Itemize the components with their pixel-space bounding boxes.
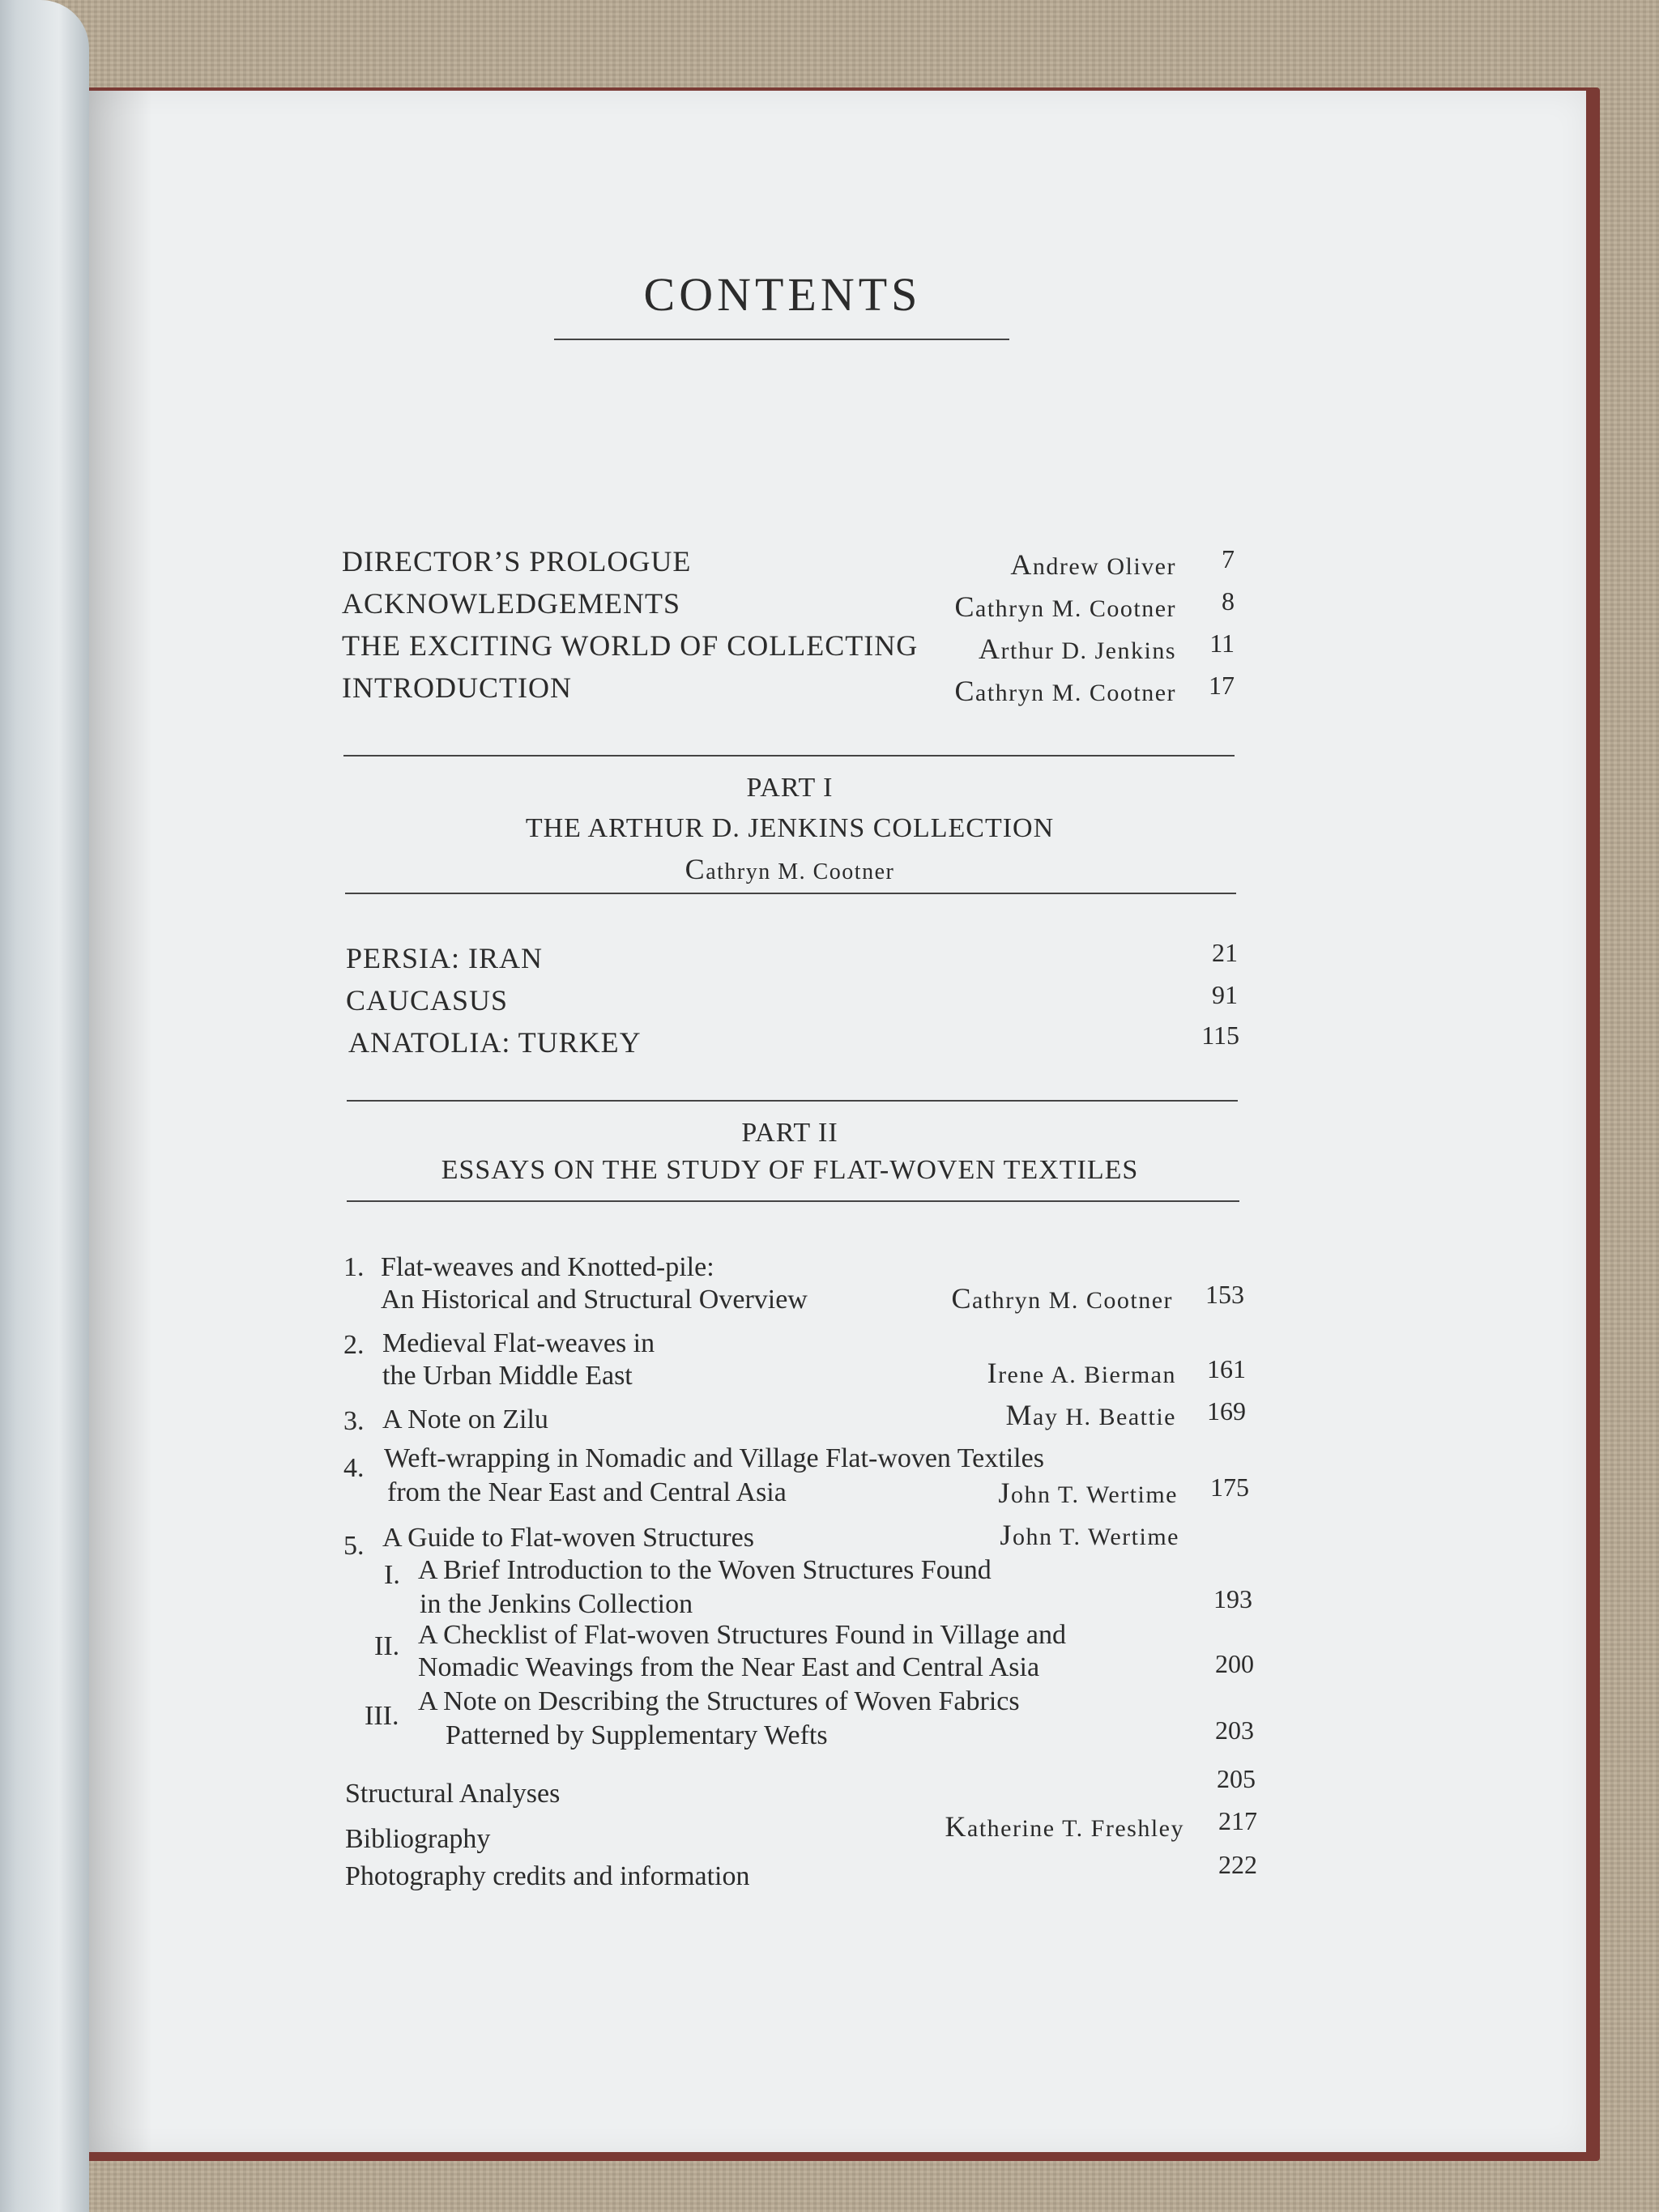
back-matter-title: Bibliography [345, 1824, 491, 1854]
subsection-number: III. [365, 1701, 399, 1731]
subsection-title-line2: Patterned by Supplementary Wefts [446, 1720, 828, 1750]
subsection-number: I. [384, 1560, 400, 1590]
subsection-title: A Brief Introduction to the Woven Structures Found [418, 1555, 992, 1585]
section-title: CAUCASUS [346, 984, 509, 1016]
toc-title: THE EXCITING WORLD OF COLLECTING [342, 629, 919, 662]
toc-author: Andrew Oliver [1010, 548, 1176, 581]
essay-title: Flat-weaves and Knotted-pile: [381, 1252, 714, 1282]
essay-number: 2. [343, 1330, 365, 1360]
essay-title-line2: the Urban Middle East [382, 1361, 633, 1391]
essay-page: 161 [1207, 1354, 1246, 1383]
part-label: PART II [741, 1118, 838, 1148]
essay-author: John T. Wertime [998, 1477, 1178, 1509]
part-title: THE ARTHUR D. JENKINS COLLECTION [525, 813, 1055, 843]
essay-author: Irene A. Bierman [987, 1357, 1176, 1389]
essay-author: John T. Wertime [1000, 1519, 1179, 1551]
back-matter-author: Katherine T. Freshley [945, 1810, 1184, 1843]
toc-title: DIRECTOR’S PROLOGUE [342, 545, 692, 578]
subsection-page: 193 [1213, 1584, 1252, 1613]
essay-number: 3. [343, 1406, 365, 1436]
section-page: 115 [1201, 1021, 1239, 1050]
essay-number: 4. [343, 1453, 365, 1483]
subsection-number: II. [374, 1631, 400, 1661]
back-matter-page: 205 [1217, 1764, 1256, 1793]
essay-title: A Guide to Flat-woven Structures [382, 1523, 754, 1553]
subsection-title-line2: in the Jenkins Collection [420, 1589, 693, 1619]
back-matter-page: 217 [1218, 1806, 1257, 1835]
essay-author: Cathryn M. Cootner [951, 1282, 1173, 1315]
toc-title: INTRODUCTION [342, 671, 572, 704]
toc-page: 7 [1222, 544, 1235, 573]
section-title: ANATOLIA: TURKEY [348, 1026, 642, 1059]
essay-title: Medieval Flat-weaves in [382, 1328, 655, 1358]
essay-number: 1. [343, 1252, 365, 1282]
toc-author: Cathryn M. Cootner [954, 590, 1176, 623]
part-title: ESSAYS ON THE STUDY OF FLAT-WOVEN TEXTILES [441, 1155, 1139, 1185]
essay-number: 5. [343, 1531, 365, 1561]
essay-page: 169 [1207, 1396, 1246, 1426]
essay-title-line2: from the Near East and Central Asia [387, 1477, 787, 1507]
essay-page: 153 [1205, 1280, 1244, 1309]
part-label: PART I [746, 773, 834, 803]
subsection-page: 203 [1215, 1715, 1254, 1745]
essay-title: Weft-wrapping in Nomadic and Village Flat-woven Textiles [384, 1443, 1044, 1473]
essay-title: A Note on Zilu [382, 1404, 548, 1434]
toc-author: Cathryn M. Cootner [954, 675, 1176, 707]
section-rule [347, 1100, 1238, 1102]
subsection-title-line2: Nomadic Weavings from the Near East and Central Asia [418, 1652, 1040, 1682]
section-page: 21 [1212, 938, 1238, 967]
subsection-title: A Checklist of Flat-woven Structures Found in Village and [418, 1620, 1067, 1650]
page-title: CONTENTS [643, 268, 922, 321]
section-rule [347, 1200, 1239, 1202]
back-matter-page: 222 [1218, 1850, 1257, 1879]
subsection-title: A Note on Describing the Structures of Woven Fabrics [418, 1686, 1020, 1716]
section-rule [343, 755, 1235, 757]
section-rule [345, 893, 1236, 894]
essay-page: 175 [1210, 1473, 1249, 1502]
back-matter-title: Structural Analyses [345, 1779, 561, 1809]
back-matter-title: Photography credits and information [345, 1861, 750, 1891]
section-page: 91 [1212, 980, 1238, 1009]
title-rule [554, 339, 1009, 340]
toc-page: 17 [1209, 671, 1235, 700]
toc-author: Arthur D. Jenkins [979, 633, 1176, 665]
toc-page: 8 [1222, 586, 1235, 616]
subsection-page: 200 [1215, 1649, 1254, 1678]
toc-title: ACKNOWLEDGEMENTS [342, 587, 680, 620]
essay-author: May H. Beattie [1005, 1399, 1176, 1431]
toc-page: 11 [1209, 629, 1235, 658]
essay-title-line2: An Historical and Structural Overview [381, 1285, 808, 1315]
section-title: PERSIA: IRAN [346, 942, 544, 974]
part-author: Cathryn M. Cootner [684, 853, 895, 885]
